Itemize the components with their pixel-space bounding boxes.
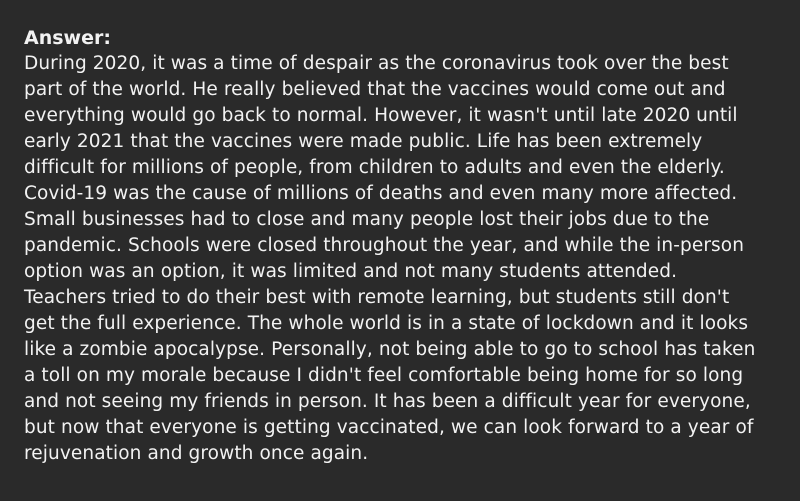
cut-off-text-fragment: [24, 497, 154, 501]
answer-heading: Answer:: [24, 27, 111, 49]
answer-body: During 2020, it was a time of despair as the coronavirus took over the best part of the world. He really believed that the vaccines would come out and everything would go back to normal. However, it wasn't until late 2020 until early 2021 that the vaccines were made public. Life has been extremely difficult for millions of people, from children to adults and even the elderly. Covid-19 was the cause of millions of deaths and even many more affected. Small businesses had to close and many people lost their jobs due to the pandemic. Schools were closed throughout the year, and while the in-person option was an option, it was limited and not many students attended. Teachers tried to do their best with remote learning, but students still don't get the full experience. The whole world is in a state of lockdown and it looks like a zombie apocalypse. Personally, not being able to go to school has taken a toll on my morale because I didn't feel comfortable being home for so long and not seeing my friends in person. It has been a difficult year for everyone, but now that everyone is getting vaccinated, we can look forward to a year of rejuvenation and growth once again.: [24, 53, 756, 464]
